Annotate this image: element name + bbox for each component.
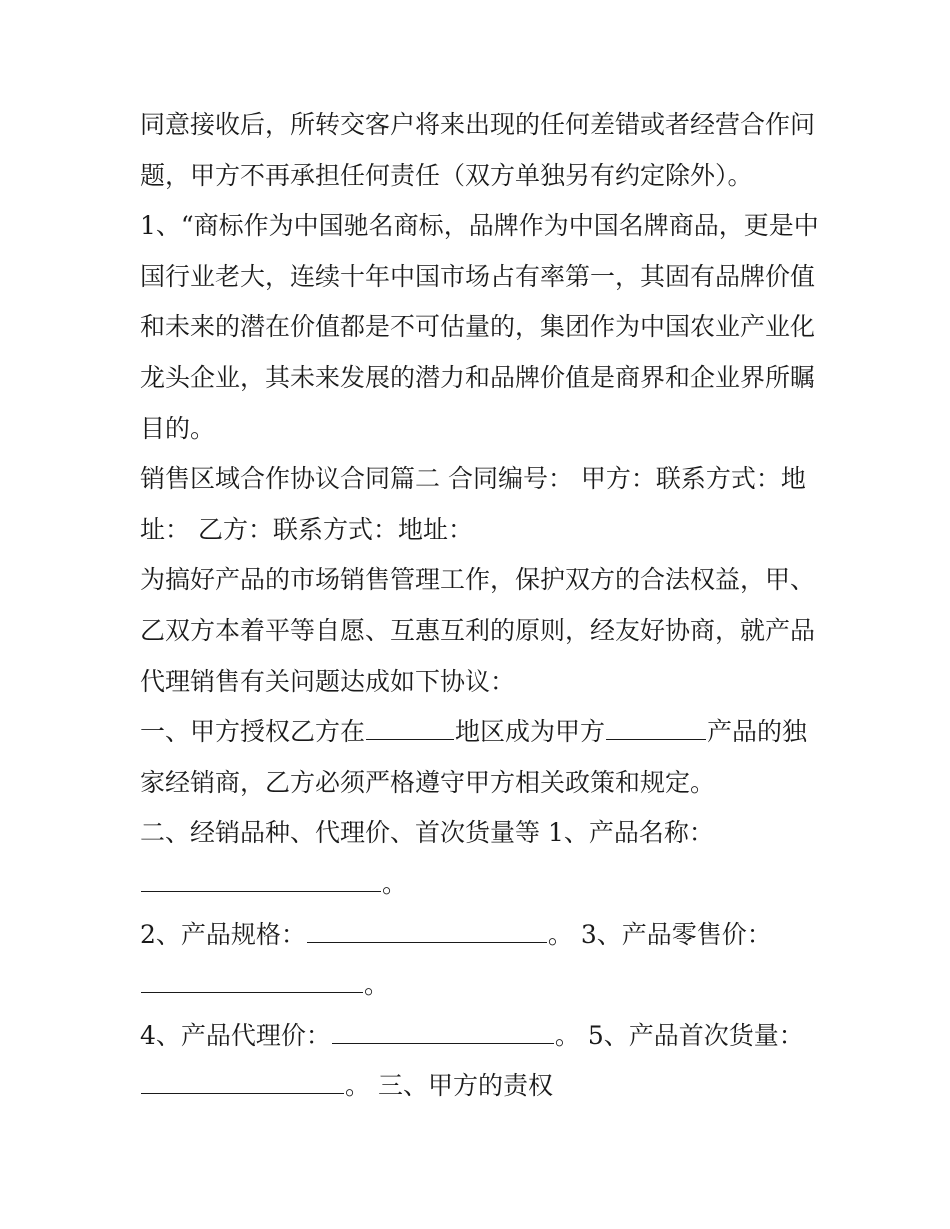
clause-1-line: 家经销商，乙方必须严格遵守甲方相关政策和规定。 — [140, 767, 716, 797]
agent-price-label: 4、产品代理价： — [140, 1020, 331, 1050]
paragraph-line: 龙头企业，其未来发展的潜力和品牌价值是商界和企业界所瞩 — [140, 362, 816, 392]
product-blank — [606, 709, 706, 740]
paragraph-line: 销售区域合作协议合同篇二 合同编号： 甲方：联系方式：地 — [140, 464, 806, 494]
product-name-blank — [141, 861, 381, 892]
product-spec-line — [140, 910, 812, 961]
paragraph-line: 代理销售有关问题达成如下协议： — [140, 666, 516, 696]
clause-1-line — [140, 707, 812, 758]
clause-2-intro: 二、经销品种、代理价、首次货量等 1、产品名称： — [140, 818, 714, 848]
first-quantity-blank — [141, 1063, 344, 1094]
punctuation: 。 — [382, 868, 408, 898]
paragraph-line: 同意接收后，所转交客户将来出现的任何差错或者经营合作问 — [140, 110, 816, 139]
paragraph-line: 址： 乙方：联系方式：地址： — [140, 514, 473, 544]
paragraph-line: 目的。 — [140, 413, 216, 443]
paragraph-line: 国行业老大，连续十年中国市场占有率第一，其固有品牌价值 — [140, 261, 816, 291]
retail-price-line — [140, 960, 812, 1011]
paragraph-line: 和未来的潜在价值都是不可估量的，集团作为中国农业产业化 — [140, 312, 816, 342]
contract-text — [140, 100, 819, 1112]
paragraph-line: 为搞好产品的市场销售管理工作，保护双方的合法权益，甲、 — [140, 565, 816, 595]
clause-1-text: 一、甲方授权乙方在 — [140, 717, 366, 747]
section-3-heading: 。 三、甲方的责权 — [345, 1071, 553, 1101]
agent-price-line — [140, 1011, 812, 1062]
retail-price-label: 。 3、产品零售价： — [547, 919, 772, 949]
clause-1-text: 产品的独 — [707, 717, 808, 747]
agent-price-blank — [332, 1013, 554, 1044]
product-spec-blank — [307, 912, 547, 943]
clause-1-text: 地区成为甲方 — [455, 717, 606, 747]
paragraph-line: 乙双方本着平等自愿、互惠互利的原则，经友好协商，就产品 — [140, 615, 816, 645]
punctuation: 。 — [364, 970, 390, 1000]
product-spec-label: 2、产品规格： — [140, 919, 306, 949]
paragraph-line: 题，甲方不再承担任何责任（双方单独另有约定除外）。 — [140, 160, 753, 190]
product-name-line — [140, 859, 812, 910]
paragraph-line: 1、“商标作为中国驰名商标，品牌作为中国名牌商品，更是中 — [140, 211, 819, 241]
first-quantity-line — [140, 1061, 812, 1112]
retail-price-blank — [141, 962, 363, 993]
first-quantity-label: 。 5、产品首次货量： — [554, 1020, 804, 1050]
region-blank — [366, 709, 454, 740]
